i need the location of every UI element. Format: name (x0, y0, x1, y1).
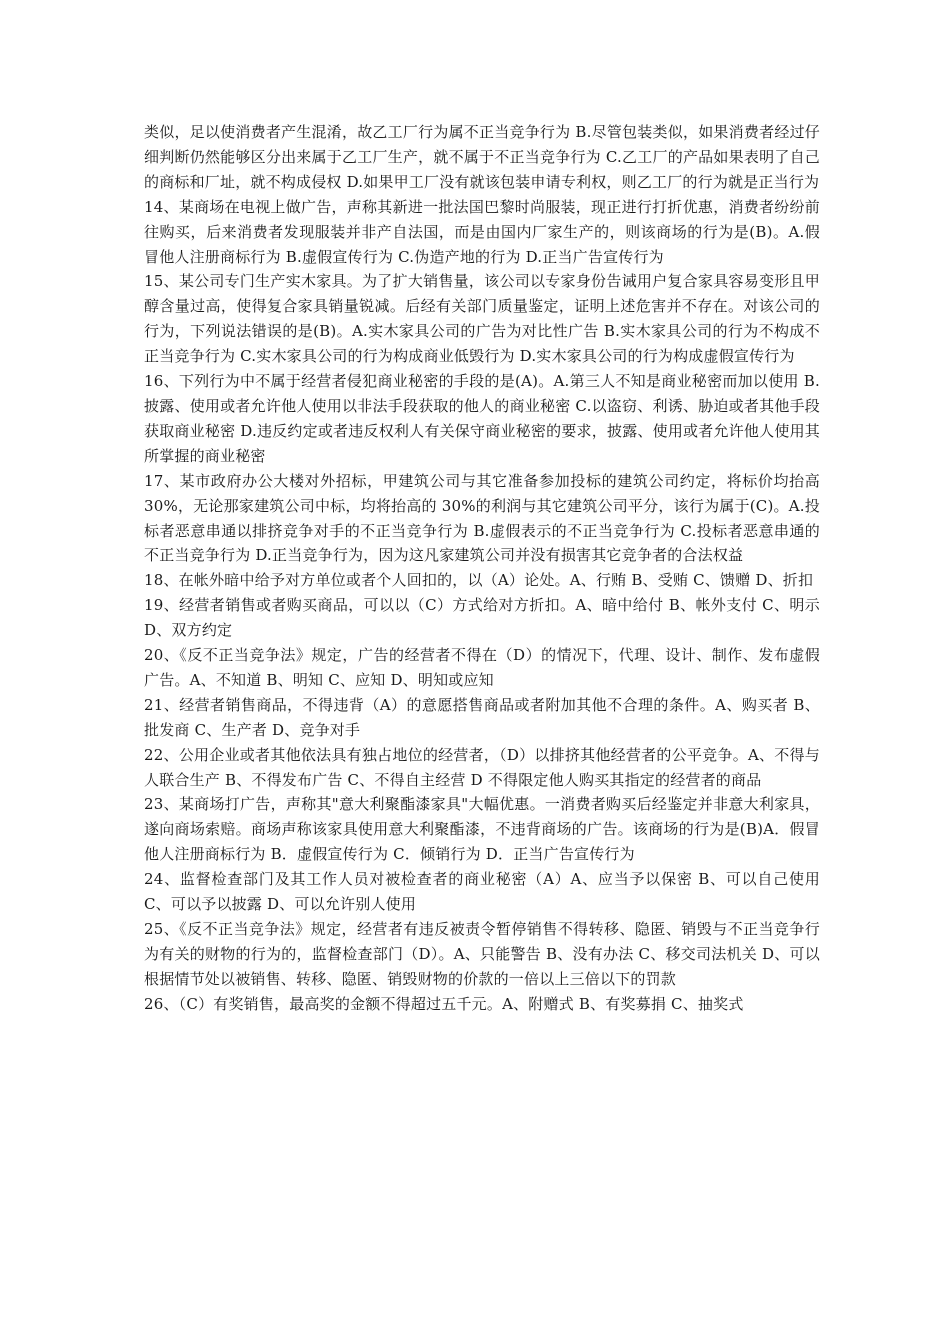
question-23: 23、某商场打广告，声称其"意大利聚酯漆家具"大幅优惠。一消费者购买后经鉴定并非意大利家具，遂向商场索赔。商场声称该家具使用意大利聚酯漆，不违背商场的广告。该商场的行为是(B)A．假冒他人注册商标行为 B．虚假宣传行为 C．倾销行为 D．正当广告宣传行为 (144, 795, 820, 864)
question-20: 20、《反不正当竞争法》规定，广告的经营者不得在（D）的情况下，代理、设计、制作、发布虚假广告。A、不知道 B、明知 C、应知 D、明知或应知 (144, 646, 820, 689)
question-25: 25、《反不正当竞争法》规定，经营者有违反被责令暂停销售不得转移、隐匿、销毁与不正当竞争行为有关的财物的行为的，监督检查部门（D）。A、只能警告 B、没有办法 C、移交司法机关 D、可以根据情节处以被销售、转移、隐匿、销毁财物的价款的一倍以上三倍以下的罚款 (144, 920, 820, 988)
paragraph-13-continuation: 类似，足以使消费者产生混淆，故乙工厂行为属不正当竞争行为 B.尽管包装类似，如果消费者经过仔细判断仍然能够区分出来属于乙工厂生产，就不属于不正当竞争行为 C.乙工厂的产品如果表明了自己的商标和厂址，就不构成侵权 D.如果甲工厂没有就该包装申请专利权，则乙工厂的行为就是正当行为 (144, 123, 820, 191)
question-14: 14、某商场在电视上做广告，声称其新进一批法国巴黎时尚服装，现正进行打折优惠，消费者纷纷前往购买，后来消费者发现服装并非产自法国，而是由国内厂家生产的，则该商场的行为是(B)。A.假冒他人注册商标行为 B.虚假宣传行为 C.伪造产地的行为 D.正当广告宣传行为 (144, 197, 820, 266)
question-24: 24、监督检查部门及其工作人员对被检查者的商业秘密（A）A、应当予以保密 B、可以自己使用 C、可以予以披露 D、可以允许别人使用 (144, 870, 820, 914)
document-body (144, 120, 820, 1017)
question-21: 21、经营者销售商品，不得违背（A）的意愿搭售商品或者附加其他不合理的条件。A、购买者 B、批发商 C、生产者 D、竞争对手 (144, 695, 820, 739)
question-18: 18、在帐外暗中给予对方单位或者个人回扣的，以（A）论处。A、行贿 B、受贿 C、馈赠 D、折扣 (144, 571, 814, 590)
question-26: 26、（C）有奖销售，最高奖的金额不得超过五千元。A、附赠式 B、有奖募捐 C、抽奖式 (144, 994, 744, 1013)
question-16: 16、下列行为中不属于经营者侵犯商业秘密的手段的是(A)。A.第三人不知是商业秘密而加以使用 B.披露、使用或者允许他人使用以非法手段获取的他人的商业秘密 C.以盗窃、利诱、胁迫或者其他手段获取商业秘密 D.违反约定或者违反权利人有关保守商业秘密的要求，披露、使用或者允许他人使用其所掌握的商业秘密 (144, 372, 820, 465)
question-17: 17、某市政府办公大楼对外招标，甲建筑公司与其它准备参加投标的建筑公司约定，将标价均抬高 30%，无论那家建筑公司中标，均将抬高的 30%的利润与其它建筑公司平分，该行为属于(C)。A.投标者恶意串通以排挤竞争对手的不正当竞争行为 B.虚假表示的不正当竞争行为 C.投标者恶意串通的不正当竞争行为 D.正当竞争行为，因为这凡家建筑公司并没有损害其它竞争者的合法权益 (144, 471, 820, 565)
question-15: 15、某公司专门生产实木家具。为了扩大销售量，该公司以专家身份告诫用户复合家具容易变形且甲醇含量过高，使得复合家具销量锐减。后经有关部门质量鉴定，证明上述危害并不存在。对该公司的行为，下列说法错误的是(B)。A.实木家具公司的广告为对比性广告 B.实木家具公司的行为不构成不正当竞争行为 C.实木家具公司的行为构成商业低毁行为 D.实木家具公司的行为构成虚假宣传行为 (144, 272, 820, 366)
question-19: 19、经营者销售或者购买商品，可以以（C）方式给对方折扣。A、暗中给付 B、帐外支付 C、明示 D、双方约定 (144, 596, 820, 640)
question-22: 22、公用企业或者其他依法具有独占地位的经营者，（D）以排挤其他经营者的公平竞争。A、不得与人联合生产 B、不得发布广告 C、不得自主经营 D 不得限定他人购买其指定的经营者的商品 (144, 745, 820, 789)
